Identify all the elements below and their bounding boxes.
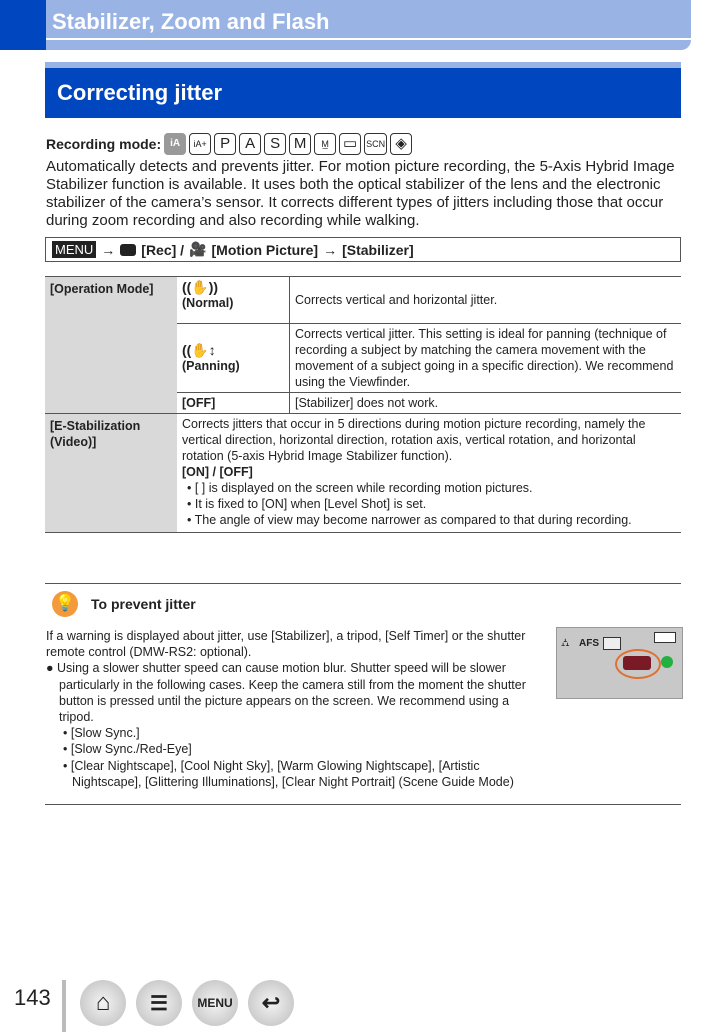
settings-table <box>45 276 681 533</box>
contents-button[interactable] <box>136 980 182 1026</box>
recording-mode-label: Recording mode: <box>46 136 162 152</box>
jitter-warning-icon <box>623 656 651 670</box>
recording-mode <box>46 133 412 155</box>
level-icon: ⛼ <box>561 637 570 649</box>
tip-paragraph: If a warning is displayed about jitter, use [Stabilizer], a tripod, [Self Timer] or the shutter remote control (DMW-RS2: optional). <box>46 629 526 660</box>
arrow: → <box>323 241 338 258</box>
tip-body <box>46 628 541 790</box>
case-item: • [Slow Sync.] <box>46 725 541 741</box>
chapter-title: Stabilizer, Zoom and Flash <box>52 9 330 34</box>
normal-label: (Normal) <box>182 296 234 310</box>
camera-icon <box>120 244 136 256</box>
page-divider <box>62 980 66 1032</box>
mode-p-icon: P <box>214 133 236 155</box>
mode-ia-plus-icon: iA+ <box>189 133 211 155</box>
note: • The angle of view may become narrower as compared to that during recording. <box>182 512 676 528</box>
divider <box>45 583 681 584</box>
back-icon: ↩ <box>261 990 281 1015</box>
panning-stabilizer-icon: ((✋↕ <box>182 342 216 358</box>
header-strip <box>46 40 691 50</box>
mode-s-icon: S <box>264 133 286 155</box>
menu-button[interactable] <box>192 980 238 1026</box>
stabilizer-item: [Stabilizer] <box>342 241 414 258</box>
motion-picture-icon: 🎥 <box>189 241 207 257</box>
lightbulb-icon: 💡 <box>52 591 78 617</box>
e-stabilization-label: [E-Stabilization (Video)] <box>45 414 177 533</box>
menu-path <box>45 237 681 262</box>
case-item: • [Clear Nightscape], [Cool Night Sky], [Warm Glowing Nightscape], [Artistic Nightscape], [Glittering Illuminations], [Clear Night Portrait] (Scene Guide Mode) <box>46 758 541 790</box>
mode-movie-m-icon: M̲ <box>314 133 336 155</box>
operation-mode-label: [Operation Mode] <box>45 277 177 414</box>
page-number: 143 <box>14 985 51 1010</box>
camera-screen-illustration <box>556 627 683 699</box>
menu-icon: MENU <box>52 241 96 258</box>
note: • [ ] is displayed on the screen while recording motion pictures. <box>182 480 676 496</box>
menu-label: MENU <box>197 996 233 1010</box>
list-icon: ☰ <box>150 992 168 1015</box>
home-button[interactable] <box>80 980 126 1026</box>
divider <box>45 804 681 805</box>
mode-ia-icon: iA <box>164 133 186 155</box>
rec-menu: [Rec] / <box>141 241 185 258</box>
mode-a-icon: A <box>239 133 261 155</box>
mode-scn-icon: SCN <box>364 133 387 155</box>
mode-m-icon: M <box>289 133 311 155</box>
panning-desc: Corrects vertical jitter. This setting is ideal for panning (technique of recording a subject by matching the camera movement with the movement of a subject going in a specific direction). We recommend using the Viewfinder. <box>290 324 682 393</box>
tip-title: To prevent jitter <box>91 596 196 612</box>
arrow: → <box>101 241 116 258</box>
mode-creative-icon: ◈ <box>390 133 412 155</box>
off-label: [OFF] <box>177 393 290 414</box>
back-button[interactable] <box>248 980 294 1026</box>
normal-stabilizer-icon: ((✋)) <box>182 279 219 295</box>
tip-bullet: ● Using a slower shutter speed can cause motion blur. Shutter speed will be slower particularly in the following cases. Keep the camera still from the moment the shutter button is pressed until the picture appears on the screen. We recommend using a tripod. <box>46 661 526 725</box>
e-stabilization-desc: Corrects jitters that occur in 5 directions during motion picture recording, namely the vertical direction, horizontal direction, rotation axis, vertical rotation, and horizontal rotation (5-axis Hybrid Image Stabilizer function). <box>182 417 646 463</box>
focus-indicator <box>661 656 673 668</box>
mode-panorama-icon: ▭ <box>339 133 361 155</box>
battery-icon <box>654 632 676 643</box>
intro-text: Automatically detects and prevents jitter. For motion picture recording, the 5-Axis Hybrid Image Stabilizer function is available. It uses both the optical stabilizer of the lens and the electronic stabilizer of the camera’s sensor. It corrects different types of jitters including those that occur during zoom recording and also recording while walking. <box>46 158 675 229</box>
home-icon: ⌂ <box>95 989 111 1016</box>
e-stabilization-options: [ON] / [OFF] <box>182 465 253 479</box>
normal-desc: Corrects vertical and horizontal jitter. <box>290 277 682 324</box>
header-accent <box>0 0 46 50</box>
off-desc: [Stabilizer] does not work. <box>290 393 682 414</box>
grid-icon <box>603 637 621 650</box>
afs-label: AFS <box>579 638 599 649</box>
motion-menu: [Motion Picture] <box>211 241 319 258</box>
case-item: • [Slow Sync./Red-Eye] <box>46 741 541 757</box>
note: • It is fixed to [ON] when [Level Shot] is set. <box>182 496 676 512</box>
section-title: Correcting jitter <box>57 80 223 105</box>
panning-label: (Panning) <box>182 359 240 373</box>
